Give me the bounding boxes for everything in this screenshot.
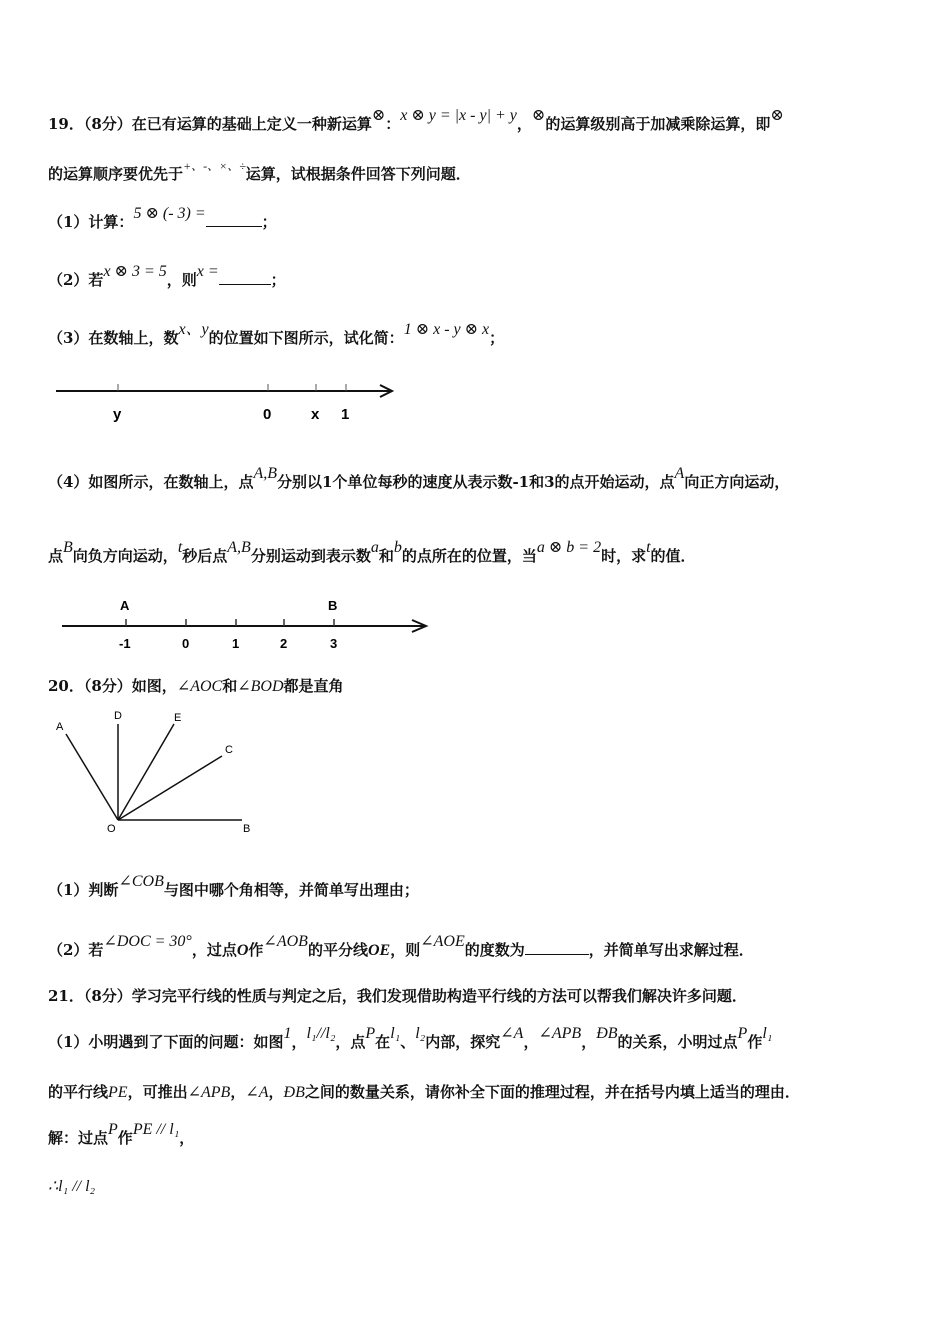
q19-p1-expr: 5 ⊗ (- 3) =	[133, 205, 206, 222]
q19-part4-line2	[48, 539, 696, 567]
q19-p4-t: t	[177, 539, 183, 556]
q20-p2-t4: ，则	[390, 941, 421, 959]
q20-p2-t1: ，过点	[191, 941, 237, 959]
axis2-point-B: B	[328, 598, 338, 613]
q21-p1-t5: 内部，探究	[425, 1033, 501, 1051]
q19-op-symbol-3: ⊗	[770, 107, 784, 124]
q21-sol-p: P	[108, 1121, 118, 1138]
q19-line2-suffix: 运算，试根据条件回答下列问题．	[245, 165, 471, 183]
q19-part2	[48, 263, 286, 291]
q21-sol-label: 解：过点	[48, 1129, 109, 1147]
axis2-label-0: 0	[182, 636, 190, 651]
q21-p1-angB: ÐB	[596, 1025, 618, 1042]
q19-p4-ab2: A,B	[227, 539, 251, 556]
q21-solution-line	[48, 1121, 195, 1149]
q19-p4-l2-7: 时，求	[601, 547, 647, 565]
q19-colon: ：	[385, 115, 401, 133]
q20-angle1: ∠AOC	[176, 678, 223, 695]
q19-p4-l2-3: 秒后点	[182, 547, 228, 565]
q21-l2-t5: 之间的数量关系，请你补全下面的推理过程，并在括号内填上适当的理由．	[304, 1083, 800, 1101]
q19-op-symbol: ⊗	[371, 107, 386, 124]
axis2-label-1: 1	[232, 636, 240, 651]
axis1-label-x: x	[311, 406, 320, 423]
q20-and: 和	[222, 677, 238, 695]
q19-p4-l2-8: 的值．	[650, 547, 696, 565]
q20-p1-label: （1）判断	[48, 881, 119, 899]
axis1-label-1: 1	[341, 406, 350, 423]
q19-p2-label: （2）若	[48, 271, 104, 289]
fig-label-O: O	[107, 823, 116, 835]
q20-p2-t6: ，并简单写出求解过程．	[588, 941, 754, 959]
q19-p2-end: ；	[270, 271, 286, 289]
fig-label-B: B	[243, 823, 251, 835]
q20-p2-angle: ∠AOB	[263, 933, 308, 950]
q21-p1-t3: 在	[375, 1033, 391, 1051]
q19-p4-l2-6: 的点所在的位置，当	[401, 547, 537, 565]
q21-part1	[48, 1025, 773, 1053]
q20-p2-blank[interactable]	[525, 938, 589, 955]
q19-p4-vb: b	[393, 539, 402, 556]
q19-p4-a: A	[674, 465, 685, 482]
q21-l2-pe: PE	[108, 1084, 128, 1101]
q21-p1-par: l₁//l₂	[306, 1025, 336, 1042]
q20-p1-text: 与图中哪个角相等，并简单写出理由；	[163, 881, 419, 899]
q21-l2-t1: 的平行线	[48, 1083, 109, 1101]
fig-label-C: C	[225, 744, 233, 756]
q19-intro-mid: ，	[516, 115, 532, 133]
q20-p2-o: O	[236, 942, 249, 959]
q21-p1-t6: ，	[523, 1033, 539, 1051]
q19-line2-prefix: 的运算顺序要优先于	[48, 165, 184, 183]
q21-l2-b: ÐB	[283, 1084, 305, 1101]
q19-part1	[48, 205, 277, 233]
q19-part3	[48, 321, 505, 349]
fig-label-E: E	[174, 712, 182, 724]
q20-p1-angle: ∠COB	[118, 873, 164, 890]
q20-p2-oe: OE	[367, 942, 391, 959]
q21-p1-l1b: l₁	[762, 1025, 773, 1042]
q20-angle2: ∠BOD	[237, 678, 284, 695]
q21-p1-fig: 1	[283, 1025, 292, 1042]
q19-p3-expr: 1 ⊗ x - y ⊗ x	[403, 321, 490, 338]
q19-part4	[48, 465, 790, 493]
q19-p4-b: B	[63, 539, 73, 556]
q19-p2-expr: x ⊗ 3 = 5	[103, 263, 167, 280]
q21-p1-angA: ∠A	[500, 1025, 524, 1042]
q19-p4-l2-4: 分别运动到表示数	[250, 547, 371, 565]
q19-intro-line	[48, 107, 784, 135]
q19-intro-suffix: 的运算级别高于加减乘除运算，即	[545, 115, 771, 133]
q21-part1-line2	[48, 1082, 800, 1103]
q21-p1-t9: 作	[747, 1033, 763, 1051]
q19-op-symbol-2: ⊗	[531, 107, 546, 124]
q20-p2-expr: ∠DOC = 30°	[103, 933, 192, 950]
q19-p4-text1: 分别以1个单位每秒的速度从表示数-1和3的点开始运动，点	[277, 473, 675, 491]
q21-l2-a: ∠A	[245, 1084, 269, 1101]
q19-ops-list: +、-、×、÷	[183, 159, 246, 173]
q19-p4-l2-5: 和	[378, 547, 394, 565]
q21-l2-t4: ，	[268, 1083, 284, 1101]
q19-p4-l2-2: 向负方向运动，	[72, 547, 178, 565]
q21-p1-label: （1）小明遇到了下面的问题：如图	[48, 1033, 284, 1051]
q19-p3-vars: x、y	[178, 321, 209, 338]
q20-p2-angle2: ∠AOE	[420, 933, 465, 950]
fig-label-A: A	[56, 721, 64, 733]
q19-intro-prefix: 19．（8分）在已有运算的基础上定义一种新运算	[48, 115, 372, 133]
q19-p4-va: a	[370, 539, 379, 556]
axis1-label-y: y	[113, 406, 122, 423]
q19-p4-text2: 向正方向运动，	[684, 473, 790, 491]
q20-p2-label: （2）若	[48, 941, 104, 959]
ray-OE	[118, 724, 174, 820]
q19-p3-label: （3）在数轴上，数	[48, 329, 179, 347]
q19-p2-mid: ，则	[166, 271, 197, 289]
q19-p4-l2-1: 点	[48, 547, 64, 565]
q21-p1-p: P	[365, 1025, 376, 1042]
q21-p1-p2: P	[737, 1025, 748, 1042]
q19-p1-end: ；	[261, 213, 277, 231]
q20-p2-t2: 作	[248, 941, 264, 959]
ray-OA	[66, 734, 118, 820]
axis2-label-3: 3	[330, 636, 338, 651]
q20-intro-line	[48, 676, 344, 697]
q19-line2	[48, 159, 471, 185]
q19-p1-blank[interactable]	[206, 210, 262, 227]
axis1-label-0: 0	[263, 406, 272, 423]
q21-l2-t2: ，可推出	[127, 1083, 188, 1101]
q19-p2-var: x =	[196, 263, 219, 280]
fig-label-D: D	[114, 710, 122, 722]
q21-p1-t8: 的关系，小明过点	[617, 1033, 738, 1051]
axis2-label-m1: -1	[119, 636, 131, 651]
q20-p2-t5: 的度数为	[464, 941, 525, 959]
q20-p2-t3: 的平分线	[307, 941, 368, 959]
q20-part1	[48, 873, 419, 901]
q20-part2	[48, 933, 754, 961]
q19-p4-ab: A,B	[253, 465, 277, 482]
q21-l2-t3: ，	[230, 1083, 246, 1101]
q21-p1-t2: ，点	[335, 1033, 366, 1051]
q20-intro-suffix: 都是直角	[283, 677, 344, 695]
q19-p4-t2: t	[646, 539, 651, 556]
q21-p1-t7: ，	[581, 1033, 597, 1051]
q19-p1-label: （1）计算：	[48, 213, 134, 231]
q21-therefore-line	[48, 1176, 95, 1197]
q21-sol-pe: PE // l₁	[132, 1121, 180, 1138]
q19-definition: x ⊗ y = |x - y| + y	[400, 107, 517, 124]
q21-therefore: ∴l₁ // l₂	[48, 1178, 96, 1195]
q21-l2-apb: ∠APB	[187, 1084, 231, 1101]
q20-intro-prefix: 20．（8分）如图，	[48, 677, 177, 695]
q21-p1-t4: 、	[400, 1033, 416, 1051]
q19-p3-end: ；	[489, 329, 505, 347]
q19-p3-mid: 的位置如下图所示，试化简：	[208, 329, 404, 347]
q21-p1-t1: ，	[291, 1033, 307, 1051]
axis1-arrow	[380, 385, 392, 397]
axis2-point-A: A	[120, 598, 130, 613]
q21-p1-l1: l₁	[390, 1025, 401, 1042]
q21-sol-t1: 作	[117, 1129, 133, 1147]
q19-p2-blank[interactable]	[219, 268, 271, 285]
q19-p4-cond: a ⊗ b = 2	[536, 539, 602, 556]
ray-OC	[118, 756, 222, 820]
q21-intro-line: 21．（8分）学习完平行线的性质与判定之后，我们发现借助构造平行线的方法可以帮我们解决许多问题．	[48, 987, 747, 1005]
axis2-label-2: 2	[280, 636, 288, 651]
q21-p1-l2: l₂	[415, 1025, 426, 1042]
q21-p1-angAPB: ∠APB	[538, 1025, 582, 1042]
q19-p4-label: （4）如图所示，在数轴上，点	[48, 473, 254, 491]
axis2-arrow	[412, 620, 426, 632]
q21-sol-t2: ，	[179, 1129, 195, 1147]
